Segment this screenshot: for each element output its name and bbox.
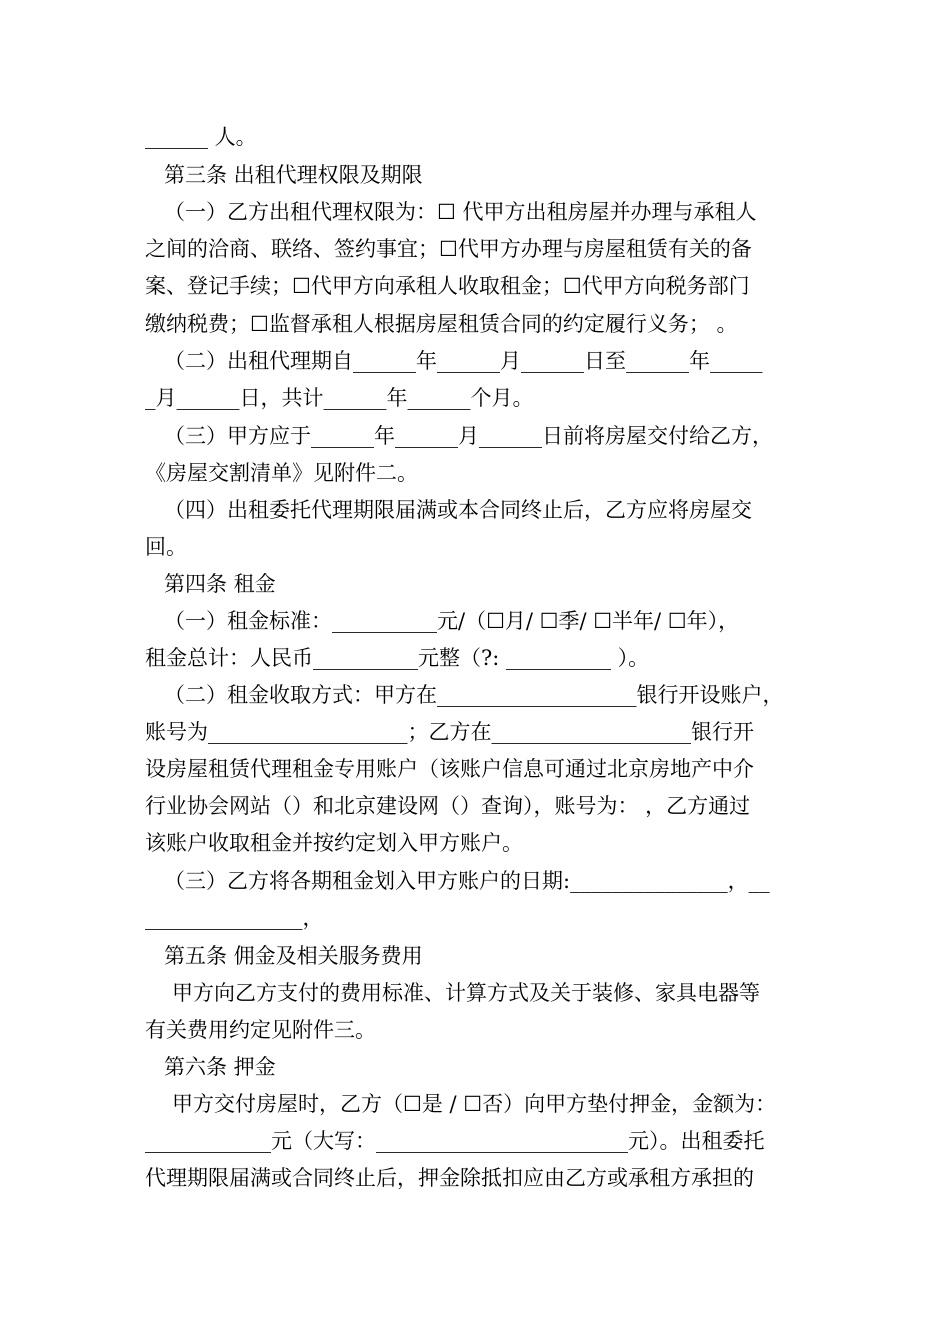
text-line: 代理期限届满或合同终止后，押金除抵扣应由乙方或承租方承担的 bbox=[145, 1166, 754, 1190]
text-line: 有关费用约定见附件三。 bbox=[145, 1018, 376, 1042]
text-line: （一）乙方出租代理权限为：☐ 代甲方出租房屋并办理与承租人 bbox=[164, 200, 757, 224]
text-line: 回。 bbox=[145, 535, 187, 559]
text-line: _月______日，共计______年______个月。 bbox=[145, 386, 534, 410]
text-line: _______________， bbox=[145, 906, 324, 930]
text-line: ______ 人。 bbox=[145, 125, 257, 149]
text-line: ____________元（大写：________________________元）。出租委托 bbox=[145, 1129, 765, 1153]
section-heading: 第四条 租金 bbox=[164, 572, 276, 596]
text-line: （二）租金收取方式：甲方在___________________银行开设账户， bbox=[164, 683, 784, 707]
text-line: 案、登记手续；☐代甲方向承租人收取租金；☐代甲方向税务部门 bbox=[145, 274, 750, 298]
text-line: 账号为___________________；乙方在___________________银行开 bbox=[145, 720, 754, 744]
text-line: （四）出租委托代理期限届满或本合同终止后，乙方应将房屋交 bbox=[164, 498, 752, 522]
text-line: 缴纳税费；☐监督承租人根据房屋租赁合同的约定履行义务； 。 bbox=[145, 312, 738, 336]
text-line: 设房屋租赁代理租金专用账户（该账户信息可通过北京房地产中介 bbox=[145, 757, 754, 781]
text-line: 该账户收取租金并按约定划入甲方账户。 bbox=[145, 831, 523, 855]
text-line: 《房屋交割清单》见附件二。 bbox=[145, 461, 418, 485]
text-line: 租金总计：人民币__________元整（?: __________ ）。 bbox=[145, 646, 650, 670]
text-line: （二）出租代理期自______年______月______日至______年_____ bbox=[164, 349, 763, 373]
section-heading: 第五条 佣金及相关服务费用 bbox=[164, 944, 423, 968]
text-line: 甲方向乙方支付的费用标准、计算方式及关于装修、家具电器等 bbox=[172, 981, 760, 1005]
text-line: 之间的洽商、联络、签约事宜；☐代甲方办理与房屋租赁有关的备 bbox=[145, 237, 752, 261]
section-heading: 第三条 出租代理权限及期限 bbox=[164, 163, 423, 187]
text-line: 行业协会网站（）和北京建设网（）查询），账号为： ，乙方通过 bbox=[145, 794, 751, 818]
text-line: 甲方交付房屋时，乙方（☐是 / ☐否）向甲方垫付押金，金额为： bbox=[172, 1092, 777, 1116]
section-heading: 第六条 押金 bbox=[164, 1055, 276, 1079]
text-line: （一）租金标准：__________元/（☐月/ ☐季/ ☐半年/ ☐年）， bbox=[164, 609, 740, 633]
text-line: （三）甲方应于______年______月______日前将房屋交付给乙方， bbox=[164, 424, 773, 448]
text-line: （三）乙方将各期租金划入甲方账户的日期:_______________，__ bbox=[164, 869, 770, 893]
